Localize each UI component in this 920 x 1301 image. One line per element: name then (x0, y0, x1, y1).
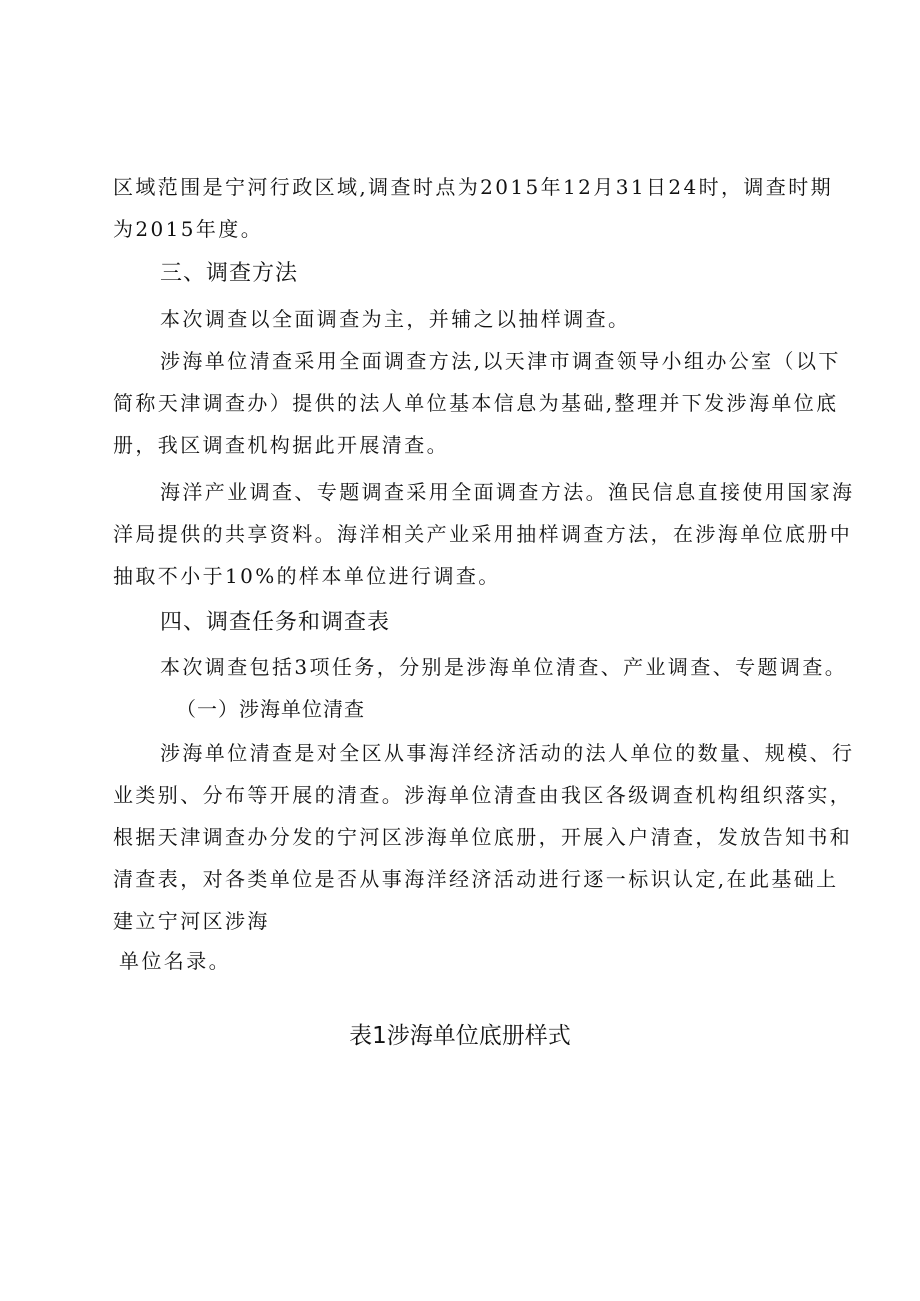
paragraph-census-line-1: 涉海单位清查采用全面调查方法,以天津市调查领导小组办公室（以下 (160, 349, 841, 373)
paragraph-census-line-3: 册，我区调查机构据此开展清查。 (113, 433, 449, 457)
paragraph-industry-line-2: 洋局提供的共享资料。海洋相关产业采用抽样调查方法，在涉海单位底册中 (113, 522, 853, 546)
paragraph-census-line-2: 简称天津调查办）提供的法人单位基本信息为基础,整理并下发涉海单位底 (113, 391, 839, 415)
paragraph-industry-line-3: 抽取不小于10%的样本单位进行调查。 (113, 564, 501, 588)
subsection-heading-census: （一）涉海单位清查 (176, 697, 365, 721)
table-caption: 表1涉海单位底册样式 (349, 1023, 571, 1049)
paragraph-census-detail-line-1: 涉海单位清查是对全区从事海洋经济活动的法人单位的数量、规模、行 (160, 741, 855, 765)
paragraph-census-detail-line-4: 清查表，对各类单位是否从事海洋经济活动进行逐一标识认定,在此基础上 (113, 867, 839, 891)
paragraph-scope-line-1: 区域范围是宁河行政区域,调查时点为2015年12月31日24时，调查时期 (113, 175, 834, 199)
paragraph-methods-summary: 本次调查以全面调查为主，并辅之以抽样调查。 (160, 307, 631, 331)
paragraph-industry-line-1: 海洋产业调查、专题调查采用全面调查方法。渔民信息直接使用国家海 (160, 480, 855, 504)
paragraph-census-detail-line-6: 单位名录。 (119, 949, 231, 973)
paragraph-census-detail-line-2: 业类别、分布等开展的清查。涉海单位清查由我区各级调查机构组织落实， (113, 783, 853, 807)
paragraph-scope-line-2: 为2015年度。 (113, 217, 264, 241)
paragraph-census-detail-line-5: 建立宁河区涉海 (113, 909, 270, 933)
paragraph-census-detail-line-3: 根据天津调查办分发的宁河区涉海单位底册，开展入户清查，发放告知书和 (113, 825, 853, 849)
section-heading-tasks: 四、调查任务和调查表 (160, 610, 391, 635)
section-heading-methods: 三、调查方法 (160, 261, 299, 286)
paragraph-tasks-summary: 本次调查包括3项任务，分别是涉海单位清查、产业调查、专题调查。 (160, 655, 848, 679)
